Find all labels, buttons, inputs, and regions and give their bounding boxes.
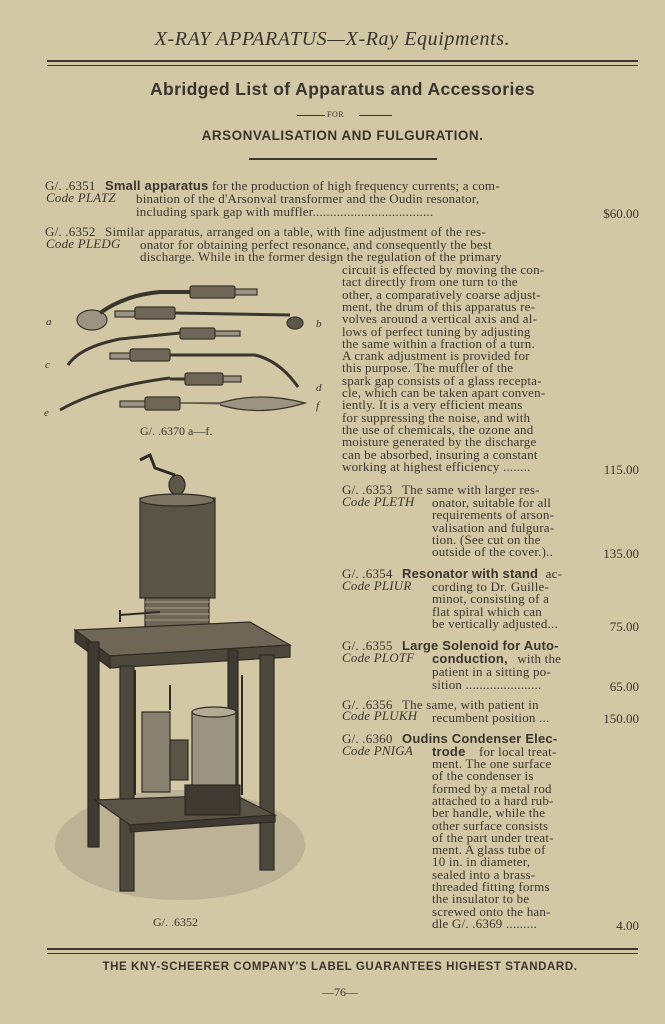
footer-guarantee: THE KNY-SCHEERER COMPANY'S LABEL GUARANTEES HIGHEST STANDARD. xyxy=(102,961,578,973)
electrode-label-b: b xyxy=(316,318,322,330)
item-text-line: Similar apparatus, arranged on a table, with fine adjustment of the res- xyxy=(105,224,486,239)
item-text-line: patient in a sitting po- xyxy=(432,664,551,679)
for-divider xyxy=(297,109,392,123)
item-text-line: flat spiral which can xyxy=(432,603,542,619)
footer-rule-bottom xyxy=(47,953,638,954)
item-text-line: be vertically adjusted... xyxy=(432,615,558,631)
header-rule-bottom xyxy=(47,65,638,66)
item-number: G/. .6353 xyxy=(342,482,393,497)
item-number: G/. .6354 xyxy=(342,566,393,581)
item-code: Code PLUKH xyxy=(342,708,418,723)
item-text-line: cle, which can be taken apart conven- xyxy=(342,385,546,400)
item-code: Code PLEDG xyxy=(46,236,121,251)
table-caption: G/. .6352 xyxy=(153,915,198,929)
item-price: 4.00 xyxy=(616,918,639,933)
item-price: 65.00 xyxy=(609,679,639,694)
item-text-line: can be absorbed, insuring a constant xyxy=(342,446,538,462)
item-name: Small apparatus xyxy=(105,178,209,193)
item-price: 135.00 xyxy=(603,546,639,561)
item-text-line: screwed onto the han- xyxy=(432,903,551,919)
item-text-line: tion. (See cut on the xyxy=(432,531,541,547)
header-rule-top xyxy=(47,60,638,62)
item-text-line: minot, consisting of a xyxy=(432,591,550,607)
item-name: Resonator with stand xyxy=(402,566,539,581)
item-text-line: of the condenser is xyxy=(432,768,534,784)
item-text-line: A crank adjustment is provided for xyxy=(342,348,530,364)
item-text-line: onator, suitable for all xyxy=(432,495,552,510)
item-text-line: iently. It is a very efficient means xyxy=(342,397,523,413)
item-text-line: recumbent position ... xyxy=(432,710,550,725)
item-text-line: circuit is effected by moving the con- xyxy=(342,262,545,277)
item-text-line: ment. The one surface xyxy=(432,756,552,771)
item-text-line: ment, the drum of this apparatus re- xyxy=(342,298,536,314)
item-text-line: the insulator to be xyxy=(432,891,530,907)
item-text-line: sition ...................... xyxy=(432,677,542,692)
item-text-line: The same, with patient in xyxy=(402,697,539,712)
item-text-line: for suppressing the noise, and with xyxy=(342,409,531,425)
running-title: X-RAY APPARATUS—X-Ray Equipments. xyxy=(154,28,511,50)
item-price: $60.00 xyxy=(603,206,639,221)
item-text-line: ber handle, while the xyxy=(432,805,546,821)
table-apparatus-illustration xyxy=(50,450,320,910)
item-text-line: volves around a vertical axis and al- xyxy=(342,311,538,327)
item-text-line: for local treat- xyxy=(478,744,557,759)
item-number: G/. .6356 xyxy=(342,697,393,712)
electrode-label-f: f xyxy=(316,400,320,412)
electrodes-illustration xyxy=(40,275,340,425)
subtitle-rule xyxy=(249,158,437,160)
item-text-line: of the part under treat- xyxy=(432,829,554,845)
item-text-line: dle G/. .6369 ......... xyxy=(432,915,537,931)
item-number: G/. .6351 xyxy=(45,178,96,193)
item-text-line: the same within a fraction of a turn. xyxy=(342,335,535,351)
item-price: 150.00 xyxy=(603,711,639,726)
electrodes-caption: G/. .6370 a—f. xyxy=(140,424,213,438)
item-name-cont: trode xyxy=(432,744,466,759)
item-code: Code PNIGA xyxy=(342,743,413,758)
electrode-label-a: a xyxy=(46,316,52,328)
item-text-line: ment. A glass tube of xyxy=(432,842,546,858)
item-number: G/. .6352 xyxy=(45,224,96,239)
item-text-line: including spark gap with muffler................................... xyxy=(136,204,434,219)
electrode-label-e: e xyxy=(44,407,49,419)
page-title: Abridged List of Apparatus and Accessories xyxy=(149,79,536,99)
item-price: 75.00 xyxy=(609,619,639,634)
item-text-line: The same with larger res- xyxy=(402,482,540,497)
item-name: Oudins Condenser Elec- xyxy=(402,731,558,746)
item-text-line: requirements of arson- xyxy=(432,507,555,523)
item-number: G/. .6360 xyxy=(342,731,393,746)
item-text-line: spark gap consists of a glass recepta- xyxy=(342,372,542,388)
item-code: Code PLIUR xyxy=(342,578,412,593)
item-text-line: cording to Dr. Guille- xyxy=(432,579,550,594)
item-code: Code PLETH xyxy=(342,494,415,509)
item-text-line: tact directly from one turn to the xyxy=(342,274,518,290)
page-subtitle: ARSONVALISATION AND FULGURATION. xyxy=(201,128,484,143)
item-text-line: moisture generated by the discharge xyxy=(342,434,537,450)
item-text-line: ac- xyxy=(545,566,563,581)
item-text-line: outside of the cover.).. xyxy=(432,544,554,560)
item-code: Code PLOTF xyxy=(342,650,415,665)
item-text-line: valisation and fulgura- xyxy=(432,519,555,535)
footer-rule-top xyxy=(47,948,638,950)
electrode-f xyxy=(120,397,305,411)
item-number: G/. .6355 xyxy=(342,638,393,653)
item-text-line: lows of perfect tuning by adjusting xyxy=(342,323,531,339)
electrode-b xyxy=(115,307,303,329)
item-text-line: with the xyxy=(517,651,562,666)
item-text-line: onator for obtaining perfect resonance, and consequently the best xyxy=(140,237,492,252)
item-price: 115.00 xyxy=(603,462,639,477)
item-text-line: formed by a metal rod xyxy=(432,780,552,796)
item-text-line: other, a comparatively coarse adjust- xyxy=(342,286,541,302)
item-text-line: this purpose. The muffler of the xyxy=(342,360,514,376)
page-number: —76— xyxy=(322,985,358,999)
item-text-line: other surface consists xyxy=(432,817,549,833)
item-name: Large Solenoid for Auto- xyxy=(402,638,559,653)
item-text-line: bination of the d'Arsonval transformer and the Oudin resonator, xyxy=(136,191,480,206)
item-text-line: attached to a hard rub- xyxy=(432,792,554,808)
electrode-label-c: c xyxy=(45,359,50,371)
item-text-line: for the production of high frequency currents; a com- xyxy=(211,178,500,193)
item-text-line: sealed into a brass- xyxy=(432,866,536,882)
item-text-line: discharge. While in the former design the regulation of the primary xyxy=(140,249,503,264)
item-name-cont: conduction, xyxy=(432,651,508,666)
item-text-line: 10 in. in diameter, xyxy=(432,854,531,870)
item-text-line: working at highest efficiency ........ xyxy=(342,458,531,474)
electrode-label-d: d xyxy=(316,382,322,394)
for-label: FOR xyxy=(327,110,345,119)
item-code: Code PLATZ xyxy=(46,190,116,205)
item-text-line: the use of chemicals, the ozone and xyxy=(342,421,534,437)
item-text-line: threaded fitting forms xyxy=(432,879,550,894)
